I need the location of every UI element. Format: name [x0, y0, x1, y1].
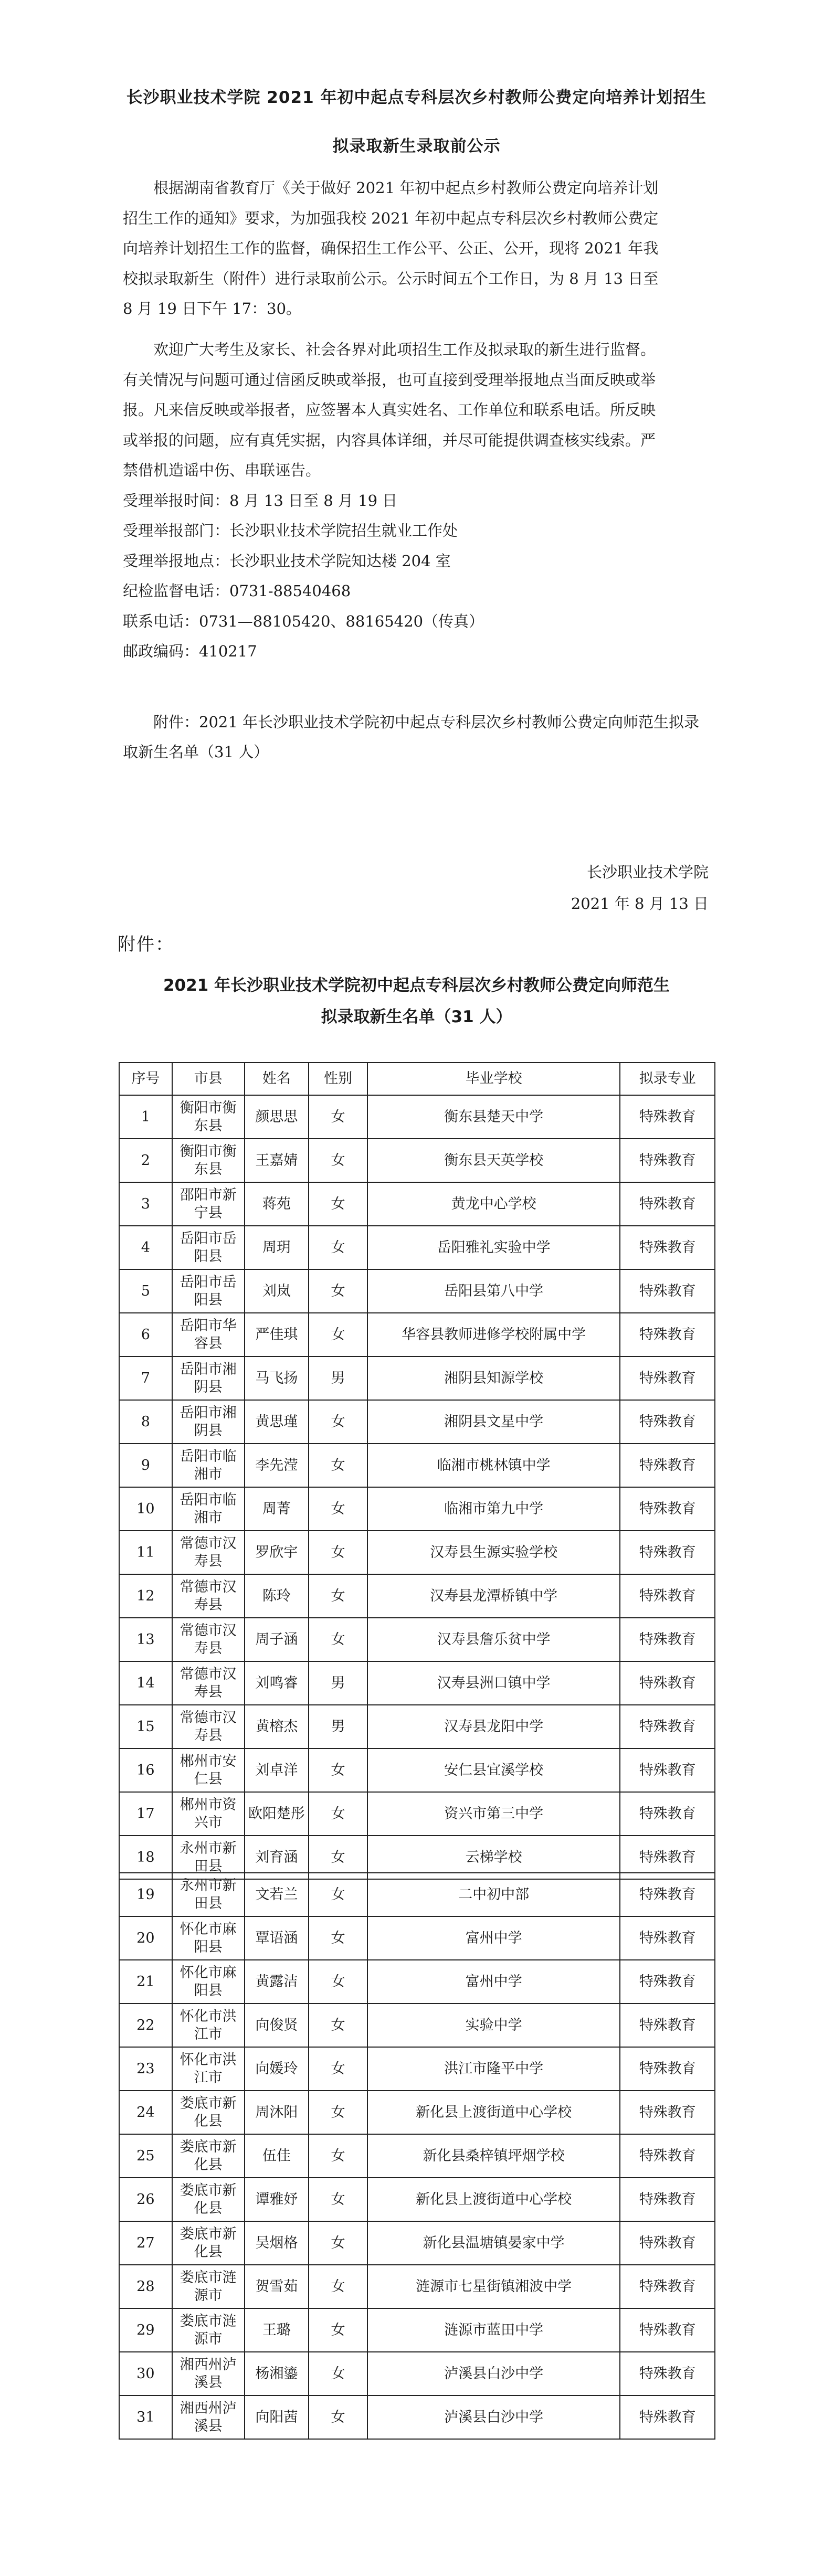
- cell-name: 周沐阳: [245, 2091, 309, 2134]
- student-table-part2: [119, 1872, 715, 2440]
- header-cell-gender: 性别: [309, 1063, 367, 1095]
- cell-gender: 女: [309, 2221, 367, 2265]
- cell-no: 13: [119, 1618, 172, 1661]
- cell-school: 新化县上渡街道中心学校: [367, 2178, 620, 2221]
- cell-school: 临湘市第九中学: [367, 1487, 620, 1531]
- cell-school: 汉寿县龙阳中学: [367, 1705, 620, 1748]
- cell-name: 向俊贤: [245, 2003, 309, 2047]
- cell-major: 特殊教育: [620, 2134, 715, 2178]
- cell-school: 实验中学: [367, 2003, 620, 2047]
- cell-school: 泸溪县白沙中学: [367, 2395, 620, 2439]
- cell-school: 湘阴县知源学校: [367, 1356, 620, 1400]
- cell-name: 刘岚: [245, 1269, 309, 1313]
- table-row: [119, 1618, 715, 1661]
- cell-name: 吴烟格: [245, 2221, 309, 2265]
- table-row: [119, 1313, 715, 1356]
- cell-no: 11: [119, 1531, 172, 1574]
- paragraph-line: 有关情况与问题可通过信函反映或举报，也可直接到受理举报地点当面反映或举: [123, 370, 656, 389]
- cell-school: 衡东县天英学校: [367, 1139, 620, 1182]
- paragraph-line: 报。凡来信反映或举报者，应签署本人真实姓名、工作单位和联系电话。所反映: [123, 401, 656, 419]
- table-row: [119, 1661, 715, 1705]
- cell-school: 涟源市蓝田中学: [367, 2308, 620, 2352]
- cell-gender: 女: [309, 1792, 367, 1836]
- cell-school: 岳阳县第八中学: [367, 1269, 620, 1313]
- cell-name: 罗欣宇: [245, 1531, 309, 1574]
- cell-gender: 女: [309, 1487, 367, 1531]
- cell-gender: 女: [309, 1400, 367, 1444]
- cell-city: 常德市汉寿县: [172, 1661, 245, 1705]
- cell-major: 特殊教育: [620, 1400, 715, 1444]
- cell-major: 特殊教育: [620, 2091, 715, 2134]
- cell-name: 覃语涵: [245, 1916, 309, 1960]
- attachment-note: 附件：2021 年长沙职业技术学院初中起点专科层次乡村教师公费定向师范生拟录取新生名单（31 人）: [123, 713, 700, 761]
- cell-gender: 女: [309, 2308, 367, 2352]
- cell-no: 10: [119, 1487, 172, 1531]
- table-row: [119, 2134, 715, 2178]
- cell-major: 特殊教育: [620, 1269, 715, 1313]
- cell-city: 岳阳市湘阴县: [172, 1400, 245, 1444]
- cell-city: 娄底市新化县: [172, 2091, 245, 2134]
- cell-major: 特殊教育: [620, 2352, 715, 2395]
- cell-city: 常德市汉寿县: [172, 1574, 245, 1618]
- cell-major: 特殊教育: [620, 1095, 715, 1139]
- cell-gender: 女: [309, 2352, 367, 2395]
- cell-school: 新化县桑梓镇坪烟学校: [367, 2134, 620, 2178]
- contact-phone: 联系电话：0731—88105420、88165420（传真）: [123, 612, 484, 630]
- cell-major: 特殊教育: [620, 1531, 715, 1574]
- cell-school: 富州中学: [367, 1960, 620, 2003]
- cell-school: 汉寿县龙潭桥镇中学: [367, 1574, 620, 1618]
- cell-major: 特殊教育: [620, 1836, 715, 1879]
- notice-title-line1: 长沙职业技术学院 2021 年初中起点专科层次乡村教师公费定向培养计划招生: [126, 88, 707, 107]
- cell-gender: 女: [309, 2134, 367, 2178]
- cell-name: 周菁: [245, 1487, 309, 1531]
- cell-no: 25: [119, 2134, 172, 2178]
- cell-city: 岳阳市华容县: [172, 1313, 245, 1356]
- table-row: [119, 2091, 715, 2134]
- cell-major: 特殊教育: [620, 2265, 715, 2308]
- report-location: 受理举报地点：长沙职业技术学院知达楼 204 室: [123, 552, 451, 570]
- cell-no: 16: [119, 1748, 172, 1792]
- cell-no: 6: [119, 1313, 172, 1356]
- cell-gender: 女: [309, 1531, 367, 1574]
- cell-gender: 女: [309, 2178, 367, 2221]
- cell-name: 马飞扬: [245, 1356, 309, 1400]
- table-row: [119, 1400, 715, 1444]
- cell-gender: 男: [309, 1356, 367, 1400]
- cell-no: 3: [119, 1182, 172, 1226]
- cell-gender: 女: [309, 1095, 367, 1139]
- cell-name: 周子涵: [245, 1618, 309, 1661]
- cell-name: 黄思瑾: [245, 1400, 309, 1444]
- cell-school: 二中初中部: [367, 1873, 620, 1916]
- table-row: [119, 1705, 715, 1748]
- cell-no: 2: [119, 1139, 172, 1182]
- cell-gender: 女: [309, 2091, 367, 2134]
- cell-no: 8: [119, 1400, 172, 1444]
- cell-city: 怀化市麻阳县: [172, 1916, 245, 1960]
- cell-gender: 女: [309, 1226, 367, 1269]
- cell-city: 娄底市新化县: [172, 2134, 245, 2178]
- cell-no: 21: [119, 1960, 172, 2003]
- cell-city: 怀化市麻阳县: [172, 1960, 245, 2003]
- table-row: [119, 1182, 715, 1226]
- cell-no: 18: [119, 1836, 172, 1879]
- notice-paragraph-1: [123, 173, 710, 324]
- cell-major: 特殊教育: [620, 1226, 715, 1269]
- cell-city: 岳阳市湘阴县: [172, 1356, 245, 1400]
- cell-gender: 女: [309, 1960, 367, 2003]
- table-row: [119, 1269, 715, 1313]
- cell-city: 郴州市资兴市: [172, 1792, 245, 1836]
- cell-name: 向阳茜: [245, 2395, 309, 2439]
- attachment-heading: 附件：: [118, 934, 174, 955]
- cell-name: 王璐: [245, 2308, 309, 2352]
- cell-school: 洪江市隆平中学: [367, 2047, 620, 2091]
- list-title-line2: 拟录取新生名单（31 人）: [321, 1008, 512, 1026]
- cell-major: 特殊教育: [620, 1705, 715, 1748]
- cell-city: 岳阳市临湘市: [172, 1444, 245, 1487]
- header-cell-name: 姓名: [245, 1063, 309, 1095]
- cell-city: 永州市新田县: [172, 1836, 245, 1879]
- cell-major: 特殊教育: [620, 2178, 715, 2221]
- cell-city: 郴州市安仁县: [172, 1748, 245, 1792]
- cell-city: 岳阳市临湘市: [172, 1487, 245, 1531]
- cell-school: 汉寿县洲口镇中学: [367, 1661, 620, 1705]
- cell-major: 特殊教育: [620, 2047, 715, 2091]
- cell-school: 临湘市桃林镇中学: [367, 1444, 620, 1487]
- cell-gender: 女: [309, 2265, 367, 2308]
- postal-code: 邮政编码：410217: [123, 642, 257, 660]
- cell-name: 李先滢: [245, 1444, 309, 1487]
- student-table-part1: [119, 1062, 715, 1880]
- cell-city: 常德市汉寿县: [172, 1531, 245, 1574]
- table-row: [119, 1487, 715, 1531]
- table-row: [119, 2352, 715, 2395]
- table-row: [119, 1748, 715, 1792]
- cell-gender: 女: [309, 1313, 367, 1356]
- cell-name: 刘卓洋: [245, 1748, 309, 1792]
- supervision-phone: 纪检监督电话：0731-88540468: [123, 582, 351, 600]
- cell-no: 17: [119, 1792, 172, 1836]
- list-title-line1: 2021 年长沙职业技术学院初中起点专科层次乡村教师公费定向师范生: [163, 976, 670, 995]
- cell-gender: 女: [309, 1873, 367, 1916]
- cell-major: 特殊教育: [620, 1487, 715, 1531]
- cell-major: 特殊教育: [620, 2003, 715, 2047]
- cell-major: 特殊教育: [620, 2221, 715, 2265]
- cell-name: 文若兰: [245, 1873, 309, 1916]
- cell-no: 28: [119, 2265, 172, 2308]
- cell-school: 岳阳雅礼实验中学: [367, 1226, 620, 1269]
- report-time: 受理举报时间：8 月 13 日至 8 月 19 日: [123, 491, 398, 510]
- table-row: [119, 1960, 715, 2003]
- table-row: [119, 1226, 715, 1269]
- report-department: 受理举报部门：长沙职业技术学院招生就业工作处: [123, 522, 458, 539]
- table-row: [119, 2221, 715, 2265]
- cell-major: 特殊教育: [620, 2395, 715, 2439]
- cell-name: 周玥: [245, 1226, 309, 1269]
- cell-no: 14: [119, 1661, 172, 1705]
- table-row: [119, 1139, 715, 1182]
- cell-city: 娄底市涟源市: [172, 2265, 245, 2308]
- cell-school: 新化县温塘镇晏家中学: [367, 2221, 620, 2265]
- cell-major: 特殊教育: [620, 1356, 715, 1400]
- cell-major: 特殊教育: [620, 1916, 715, 1960]
- cell-no: 20: [119, 1916, 172, 1960]
- cell-gender: 女: [309, 1444, 367, 1487]
- notice-paragraph-2: [123, 335, 710, 667]
- paragraph-line: 8 月 19 日下午 17：30。: [123, 300, 302, 317]
- cell-city: 邵阳市新宁县: [172, 1182, 245, 1226]
- cell-no: 5: [119, 1269, 172, 1313]
- cell-major: 特殊教育: [620, 1661, 715, 1705]
- cell-city: 常德市汉寿县: [172, 1618, 245, 1661]
- signature-date: 2021 年 8 月 13 日: [571, 895, 709, 913]
- cell-major: 特殊教育: [620, 2308, 715, 2352]
- header-cell-no: 序号: [119, 1063, 172, 1095]
- table-row: [119, 1531, 715, 1574]
- notice-title-line2: 拟录取新生录取前公示: [332, 137, 501, 156]
- cell-school: 黄龙中心学校: [367, 1182, 620, 1226]
- cell-school: 衡东县楚天中学: [367, 1095, 620, 1139]
- paragraph-line: 欢迎广大考生及家长、社会各界对此项招生工作及拟录取的新生进行监督。: [153, 341, 656, 358]
- cell-no: 30: [119, 2352, 172, 2395]
- cell-city: 娄底市新化县: [172, 2178, 245, 2221]
- paragraph-line: 禁借机造谣中伤、串联诬告。: [123, 461, 321, 479]
- cell-name: 谭雅妤: [245, 2178, 309, 2221]
- cell-no: 24: [119, 2091, 172, 2134]
- cell-no: 22: [119, 2003, 172, 2047]
- cell-name: 黄榕杰: [245, 1705, 309, 1748]
- cell-gender: 女: [309, 1916, 367, 1960]
- cell-name: 陈玲: [245, 1574, 309, 1618]
- cell-city: 娄底市新化县: [172, 2221, 245, 2265]
- cell-city: 怀化市洪江市: [172, 2003, 245, 2047]
- cell-city: 湘西州泸溪县: [172, 2352, 245, 2395]
- table-row: [119, 2003, 715, 2047]
- cell-name: 伍佳: [245, 2134, 309, 2178]
- cell-school: 泸溪县白沙中学: [367, 2352, 620, 2395]
- cell-city: 衡阳市衡东县: [172, 1095, 245, 1139]
- cell-city: 岳阳市岳阳县: [172, 1269, 245, 1313]
- cell-city: 永州市新田县: [172, 1873, 245, 1916]
- cell-gender: 女: [309, 1748, 367, 1792]
- table-row: [119, 1095, 715, 1139]
- paragraph-line: 或举报的问题，应有真凭实据，内容具体详细，并尽可能提供调查核实线索。严: [123, 431, 656, 449]
- cell-gender: 女: [309, 1836, 367, 1879]
- cell-major: 特殊教育: [620, 1182, 715, 1226]
- table-row: [119, 1574, 715, 1618]
- paragraph-line: 招生工作的通知》要求，为加强我校 2021 年初中起点专科层次乡村教师公费定: [123, 209, 659, 227]
- cell-name: 蒋苑: [245, 1182, 309, 1226]
- table-row: [119, 1444, 715, 1487]
- cell-major: 特殊教育: [620, 1792, 715, 1836]
- cell-major: 特殊教育: [620, 1748, 715, 1792]
- table-row: [119, 1792, 715, 1836]
- cell-major: 特殊教育: [620, 1618, 715, 1661]
- cell-name: 严佳琪: [245, 1313, 309, 1356]
- cell-no: 31: [119, 2395, 172, 2439]
- paragraph-line: 向培养计划招生工作的监督，确保招生工作公平、公正、公开，现将 2021 年我: [123, 239, 659, 257]
- table-row: [119, 1916, 715, 1960]
- cell-gender: 女: [309, 1139, 367, 1182]
- signature-org: 长沙职业技术学院: [586, 863, 709, 881]
- cell-major: 特殊教育: [620, 1139, 715, 1182]
- cell-school: 涟源市七星街镇湘波中学: [367, 2265, 620, 2308]
- cell-name: 刘鸣睿: [245, 1661, 309, 1705]
- cell-school: 汉寿县詹乐贫中学: [367, 1618, 620, 1661]
- cell-no: 12: [119, 1574, 172, 1618]
- cell-school: 安仁县宜溪学校: [367, 1748, 620, 1792]
- table-row: [119, 2178, 715, 2221]
- cell-name: 刘育涵: [245, 1836, 309, 1879]
- cell-school: 汉寿县生源实验学校: [367, 1531, 620, 1574]
- header-cell-school: 毕业学校: [367, 1063, 620, 1095]
- cell-name: 向媛玲: [245, 2047, 309, 2091]
- cell-gender: 男: [309, 1705, 367, 1748]
- cell-major: 特殊教育: [620, 1444, 715, 1487]
- paragraph-line: 根据湖南省教育厅《关于做好 2021 年初中起点乡村教师公费定向培养计划: [153, 179, 659, 197]
- paragraph-line: 校拟录取新生（附件）进行录取前公示。公示时间五个工作日，为 8 月 13 日至: [123, 269, 659, 288]
- cell-gender: 女: [309, 1269, 367, 1313]
- cell-no: 23: [119, 2047, 172, 2091]
- cell-school: 资兴市第三中学: [367, 1792, 620, 1836]
- cell-name: 王嘉婧: [245, 1139, 309, 1182]
- cell-gender: 女: [309, 1574, 367, 1618]
- cell-gender: 女: [309, 2003, 367, 2047]
- cell-no: 9: [119, 1444, 172, 1487]
- cell-gender: 女: [309, 1618, 367, 1661]
- cell-city: 常德市汉寿县: [172, 1705, 245, 1748]
- cell-major: 特殊教育: [620, 1873, 715, 1916]
- table-row: [119, 1356, 715, 1400]
- cell-gender: 女: [309, 2395, 367, 2439]
- table-row: [119, 2395, 715, 2439]
- cell-no: 29: [119, 2308, 172, 2352]
- cell-name: 黄露洁: [245, 1960, 309, 2003]
- table-row: [119, 1873, 715, 1916]
- table-row: [119, 2265, 715, 2308]
- cell-city: 湘西州泸溪县: [172, 2395, 245, 2439]
- cell-no: 26: [119, 2178, 172, 2221]
- cell-city: 衡阳市衡东县: [172, 1139, 245, 1182]
- cell-name: 颜思思: [245, 1095, 309, 1139]
- table-row: [119, 2047, 715, 2091]
- cell-school: 湘阴县文星中学: [367, 1400, 620, 1444]
- header-cell-major: 拟录专业: [620, 1063, 715, 1095]
- cell-city: 娄底市涟源市: [172, 2308, 245, 2352]
- cell-no: 19: [119, 1873, 172, 1916]
- cell-gender: 男: [309, 1661, 367, 1705]
- cell-major: 特殊教育: [620, 1574, 715, 1618]
- cell-school: 富州中学: [367, 1916, 620, 1960]
- cell-no: 15: [119, 1705, 172, 1748]
- cell-school: 新化县上渡街道中心学校: [367, 2091, 620, 2134]
- table-header-row: [119, 1063, 715, 1095]
- cell-no: 7: [119, 1356, 172, 1400]
- cell-city: 岳阳市岳阳县: [172, 1226, 245, 1269]
- cell-school: 云梯学校: [367, 1836, 620, 1879]
- cell-no: 1: [119, 1095, 172, 1139]
- cell-no: 4: [119, 1226, 172, 1269]
- cell-gender: 女: [309, 1182, 367, 1226]
- cell-major: 特殊教育: [620, 1313, 715, 1356]
- header-cell-city: 市县: [172, 1063, 245, 1095]
- cell-city: 怀化市洪江市: [172, 2047, 245, 2091]
- cell-school: 华容县教师进修学校附属中学: [367, 1313, 620, 1356]
- cell-name: 贺雪茹: [245, 2265, 309, 2308]
- table-row: [119, 2308, 715, 2352]
- cell-name: 欧阳楚彤: [245, 1792, 309, 1836]
- cell-gender: 女: [309, 2047, 367, 2091]
- cell-name: 杨湘鎏: [245, 2352, 309, 2395]
- cell-no: 27: [119, 2221, 172, 2265]
- cell-major: 特殊教育: [620, 1960, 715, 2003]
